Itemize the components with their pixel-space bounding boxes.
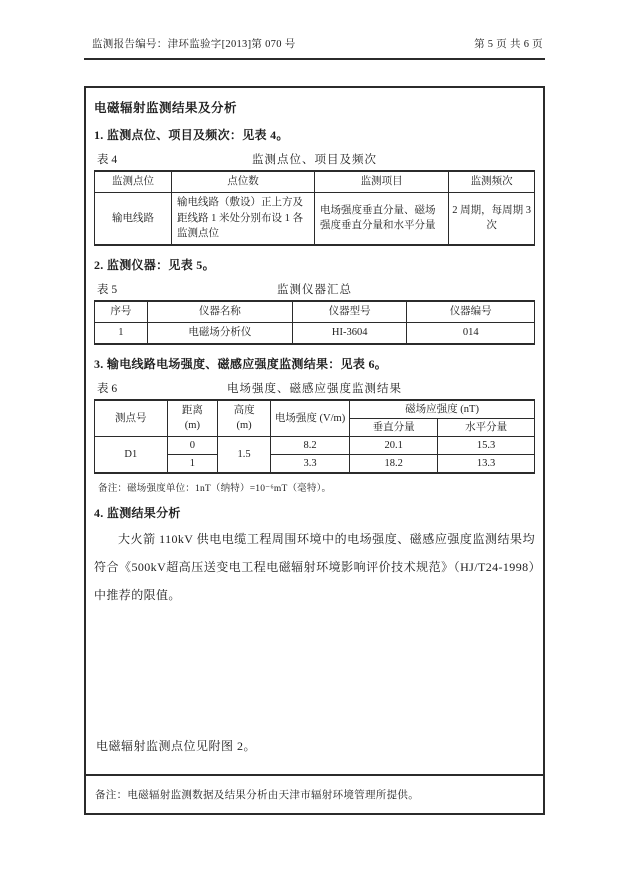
table6-footnote: 备注：磁场强度单位：1nT（纳特）=10⁻⁶mT（毫特）。 — [98, 484, 332, 495]
table6-header-distance — [167, 400, 218, 437]
table5-caption — [94, 281, 535, 298]
table6-cell-horizontal: 15.3 — [438, 436, 535, 454]
page-header — [84, 36, 545, 60]
bottom-remark: 备注：电磁辐射监测数据及结果分析由天津市辐射环境管理所提供。 — [86, 774, 543, 813]
table6-header-efield: 电场强度 (V/m) — [270, 400, 349, 437]
table5-col-header: 仪器编号 — [407, 301, 535, 322]
page-indicator: 第 5 页 共 6 页 — [474, 39, 543, 50]
table6-header-vertical: 垂直分量 — [350, 418, 438, 436]
table4-col-header: 点位数 — [172, 171, 315, 192]
section1-heading: 1. 监测点位、项目及频次：见表 4。 — [94, 128, 289, 142]
table5-label: 表 5 — [97, 284, 118, 296]
table5-instruments — [94, 300, 535, 345]
table5-header-row — [95, 301, 535, 322]
section3-heading: 3. 输电线路电场强度、磁感应强度监测结果：见表 6。 — [94, 356, 388, 371]
table6-label: 表 6 — [97, 382, 118, 395]
table5-cell-index: 1 — [95, 322, 148, 343]
table6-cell-point-id: D1 — [95, 436, 168, 473]
distance-label: 距离 — [181, 405, 203, 416]
table6-title: 电场强度、磁感应强度监测结果 — [227, 382, 402, 395]
table4-label: 表 4 — [97, 154, 118, 166]
section2-heading: 2. 监测仪器：见表 5。 — [94, 258, 215, 272]
section4-heading: 4. 监测结果分析 — [94, 506, 181, 521]
table4-data-row — [95, 192, 535, 245]
content-box — [84, 86, 545, 815]
table6-header-point: 测点号 — [95, 400, 168, 437]
table4-cell-layout: 输电线路（敷设）正上方及距线路 1 米处分别布设 1 各监测点位 — [172, 192, 315, 245]
table6-cell-horizontal: 13.3 — [438, 455, 535, 474]
table6-caption — [94, 380, 535, 397]
table4-monitoring-points — [94, 170, 535, 246]
table6-cell-height: 1.5 — [218, 436, 271, 473]
table5-cell-model: HI-3604 — [292, 322, 406, 343]
table5-cell-serial: 014 — [407, 322, 535, 343]
table4-header-row — [95, 171, 535, 192]
table5-title: 监测仪器汇总 — [277, 284, 352, 296]
table6-header-horizontal: 水平分量 — [438, 418, 535, 436]
table4-cell-items: 电场强度垂直分量、磁场强度垂直分量和水平分量 — [315, 192, 449, 245]
table5-cell-name: 电磁场分析仪 — [147, 322, 292, 343]
height-unit: (m) — [236, 420, 252, 432]
table4-title: 监测点位、项目及频次 — [252, 154, 377, 166]
table6-cell-distance: 1 — [167, 455, 218, 474]
table5-col-header: 仪器名称 — [147, 301, 292, 322]
figure-reference-note: 电磁辐射监测点位见附图 2。 — [96, 739, 257, 753]
table6-header-row-1 — [95, 400, 535, 419]
table6-cell-vertical: 18.2 — [350, 455, 438, 474]
table6-header-bfield-group: 磁场应强度 (nT) — [350, 400, 535, 419]
table4-col-header: 监测项目 — [315, 171, 449, 192]
distance-unit: (m) — [184, 420, 200, 432]
table6-cell-efield: 3.3 — [270, 455, 349, 474]
analysis-paragraph: 大火箭 110kV 供电电缆工程周围环境中的电场强度、磁感应强度监测结果均符合《500kV超高压送变电工程电磁辐射环境影响评价技术规范》（HJ/T24-1998）中推荐的限值。 — [94, 532, 535, 602]
main-title: 电磁辐射监测结果及分析 — [94, 101, 238, 115]
table4-cell-point: 输电线路 — [95, 192, 172, 245]
table6-cell-efield: 8.2 — [270, 436, 349, 454]
table6-data-row — [95, 436, 535, 454]
table5-data-row — [95, 322, 535, 343]
table4-col-header: 监测点位 — [95, 171, 172, 192]
table5-col-header: 序号 — [95, 301, 148, 322]
table5-col-header: 仪器型号 — [292, 301, 406, 322]
table6-cell-vertical: 20.1 — [350, 436, 438, 454]
table6-header-height — [218, 400, 271, 437]
report-number: 监测报告编号：津环监验字[2013]第 070 号 — [92, 39, 296, 50]
table4-col-header: 监测频次 — [449, 171, 535, 192]
table4-caption — [94, 151, 535, 168]
table6-results — [94, 399, 535, 475]
height-label: 高度 — [233, 405, 255, 416]
table4-cell-frequency: 2 周期，每周期 3 次 — [449, 192, 535, 245]
table6-cell-distance: 0 — [167, 436, 218, 454]
